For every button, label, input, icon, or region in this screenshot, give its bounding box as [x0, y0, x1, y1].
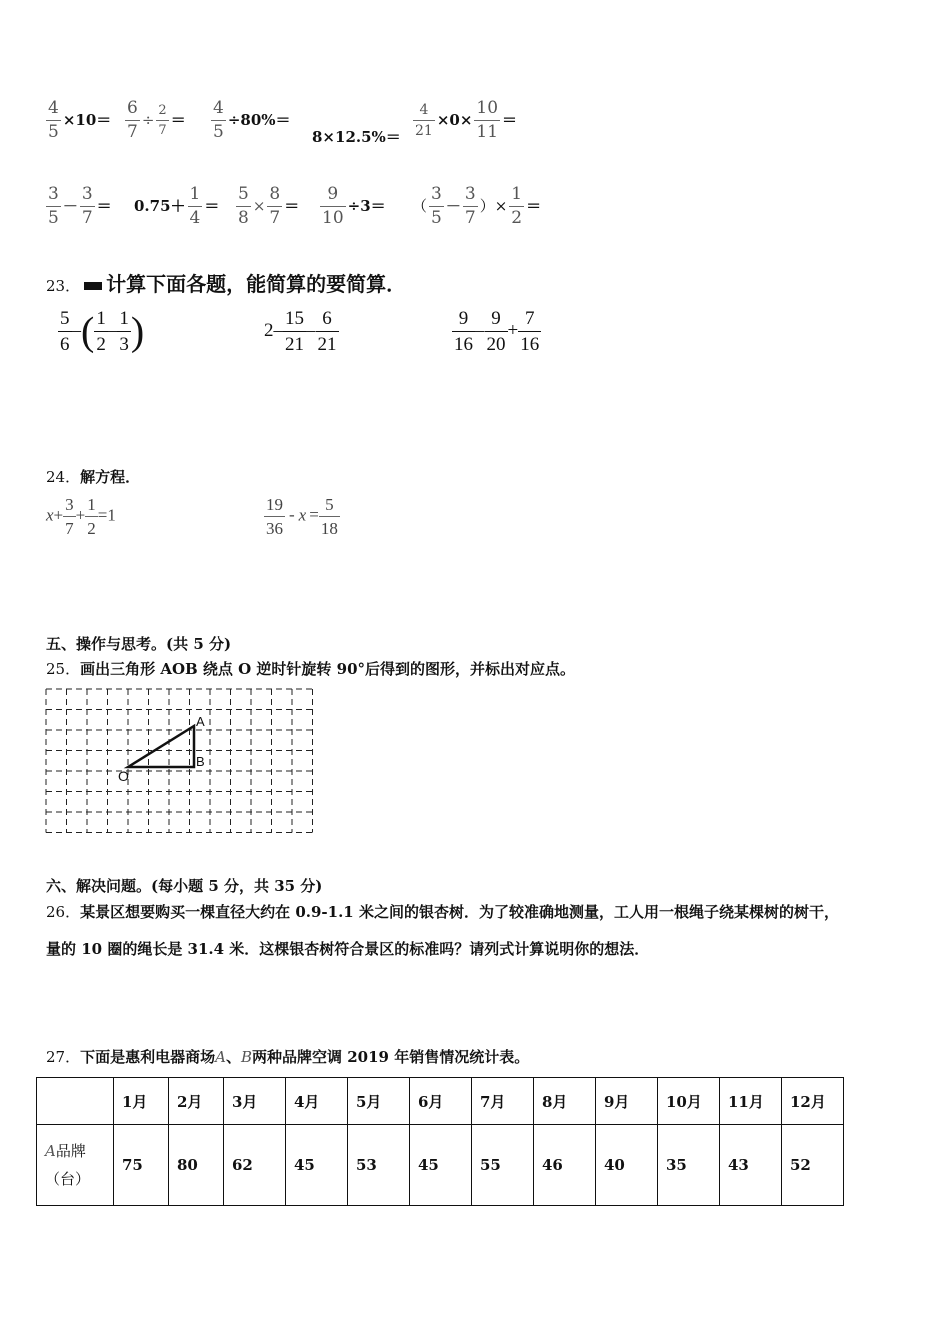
label-b: B [196, 754, 205, 769]
oral-problem-4: 8×12.5%＝ [312, 128, 401, 146]
oral-problem-7: 0.75＋ $\frac{1}{4}$ ＝ [134, 184, 220, 228]
sales-value: 40 [596, 1125, 658, 1206]
label-o: O [118, 768, 129, 784]
month-header: 4月 [286, 1078, 348, 1125]
month-header: 12月 [782, 1078, 844, 1125]
sales-value: 62 [224, 1125, 286, 1206]
sales-value: 43 [720, 1125, 782, 1206]
month-header: 10月 [658, 1078, 720, 1125]
fraction: $\frac{3}{7}$ [464, 184, 476, 228]
month-header: 11月 [720, 1078, 782, 1125]
table-row [37, 1125, 844, 1206]
sales-value: 35 [658, 1125, 720, 1206]
section-6-title: 六、解决问题。(每小题 5 分，共 35 分) [46, 877, 323, 895]
section-5-title: 五、操作与思考。(共 5 分) [46, 635, 232, 653]
placeholder-mark-icon [84, 282, 102, 290]
fraction: $\frac{1}{4}$ [189, 184, 201, 228]
table-header-row [37, 1078, 844, 1125]
row-label-brand-a: A品牌 （台） [37, 1125, 114, 1206]
q24-equation-2: $\frac{19}{36}$ - x = $\frac{5}{18}$ [266, 495, 338, 538]
triangle-aob [128, 726, 194, 767]
q25-text: 25．画出三角形 AOB 绕点 O 逆时针旋转 90°后得到的图形，并标出对应点。 [46, 660, 576, 678]
fraction: $\frac{4}{21}$ [415, 102, 433, 139]
label-a: A [196, 714, 205, 729]
q23-expression-1: $\frac{5}{6}$ –( $\frac{1}{2}$ – $\frac{1}{3}$ ) [60, 308, 145, 355]
sales-value: 75 [114, 1125, 169, 1206]
q26-line-1: 26．某景区想要购买一棵直径大约在 0.9-1.1 米之间的银杏树．为了较准确地测量，工人用一根绳子绕某棵树的树干， [46, 903, 839, 921]
fraction: $\frac{3}{7}$ [81, 184, 93, 228]
fraction: $\frac{4}{5}$ [213, 98, 224, 142]
sales-value: 52 [782, 1125, 844, 1206]
oral-problem-1: $\frac{4}{5}$ ×10＝ [48, 98, 112, 142]
sales-value: 80 [169, 1125, 224, 1206]
month-header: 9月 [596, 1078, 658, 1125]
q23-expression-2: 2– $\frac{15}{21}$ – $\frac{6}{21}$ [264, 308, 337, 355]
fraction: $\frac{9}{10}$ [322, 184, 344, 228]
month-header: 1月 [114, 1078, 169, 1125]
table-corner-cell [37, 1078, 114, 1125]
oral-problem-2: $\frac{6}{7}$ ÷ $\frac{2}{7}$ ＝ [127, 98, 186, 142]
fraction: $\frac{5}{8}$ [238, 184, 249, 228]
month-header: 6月 [410, 1078, 472, 1125]
q24-equation-1: x+ $\frac{3}{7}$ + $\frac{1}{2}$ =1 [46, 495, 116, 538]
fraction: $\frac{10}{11}$ [476, 98, 499, 142]
q23-expression-3: $\frac{9}{16}$ – $\frac{9}{20}$ + $\frac{7}{16}$ [454, 308, 540, 355]
oral-problem-3: $\frac{4}{5}$ ÷80%＝ [213, 98, 291, 142]
fraction: $\frac{6}{7}$ [127, 98, 138, 142]
fraction: $\frac{8}{7}$ [269, 184, 281, 228]
fraction: $\frac{4}{5}$ [48, 98, 59, 142]
month-header: 3月 [224, 1078, 286, 1125]
oral-problem-5: $\frac{4}{21}$ ×0× $\frac{10}{11}$ ＝ [415, 98, 518, 142]
fraction: $\frac{1}{2}$ [511, 184, 523, 228]
q26-line-2: 量的 10 圈的绳长是 31.4 米．这棵银杏树符合景区的标准吗？请列式计算说明你的想法． [46, 940, 650, 958]
dashed-grid [46, 689, 313, 833]
sales-value: 45 [410, 1125, 472, 1206]
fraction: $\frac{2}{7}$ [158, 103, 167, 138]
sales-value: 53 [348, 1125, 410, 1206]
oral-problem-6: $\frac{3}{5}$ － $\frac{3}{7}$ ＝ [48, 184, 112, 228]
month-header: 8月 [534, 1078, 596, 1125]
fraction: $\frac{3}{5}$ [48, 184, 59, 228]
fraction: $\frac{3}{5}$ [431, 184, 442, 228]
q23-heading: 23． 计算下面各题，能简算的要简算． [46, 272, 407, 296]
q27-text: 27．下面是惠利电器商场A、B两种品牌空调 2019 年销售情况统计表。 [46, 1048, 530, 1066]
oral-problem-8: $\frac{5}{8}$ × $\frac{8}{7}$ ＝ [238, 184, 300, 228]
sales-value: 46 [534, 1125, 596, 1206]
month-header: 2月 [169, 1078, 224, 1125]
sales-value: 45 [286, 1125, 348, 1206]
sales-table [36, 1077, 844, 1206]
month-header: 5月 [348, 1078, 410, 1125]
month-header: 7月 [472, 1078, 534, 1125]
sales-value: 55 [472, 1125, 534, 1206]
oral-problem-10: （ $\frac{3}{5}$ － $\frac{3}{7}$ ）× $\frac{1}{2}$ ＝ [412, 184, 542, 228]
q24-heading: 24．解方程． [46, 468, 141, 486]
oral-problem-9: $\frac{9}{10}$ ÷3＝ [322, 184, 386, 228]
rotation-grid-figure [42, 685, 324, 845]
